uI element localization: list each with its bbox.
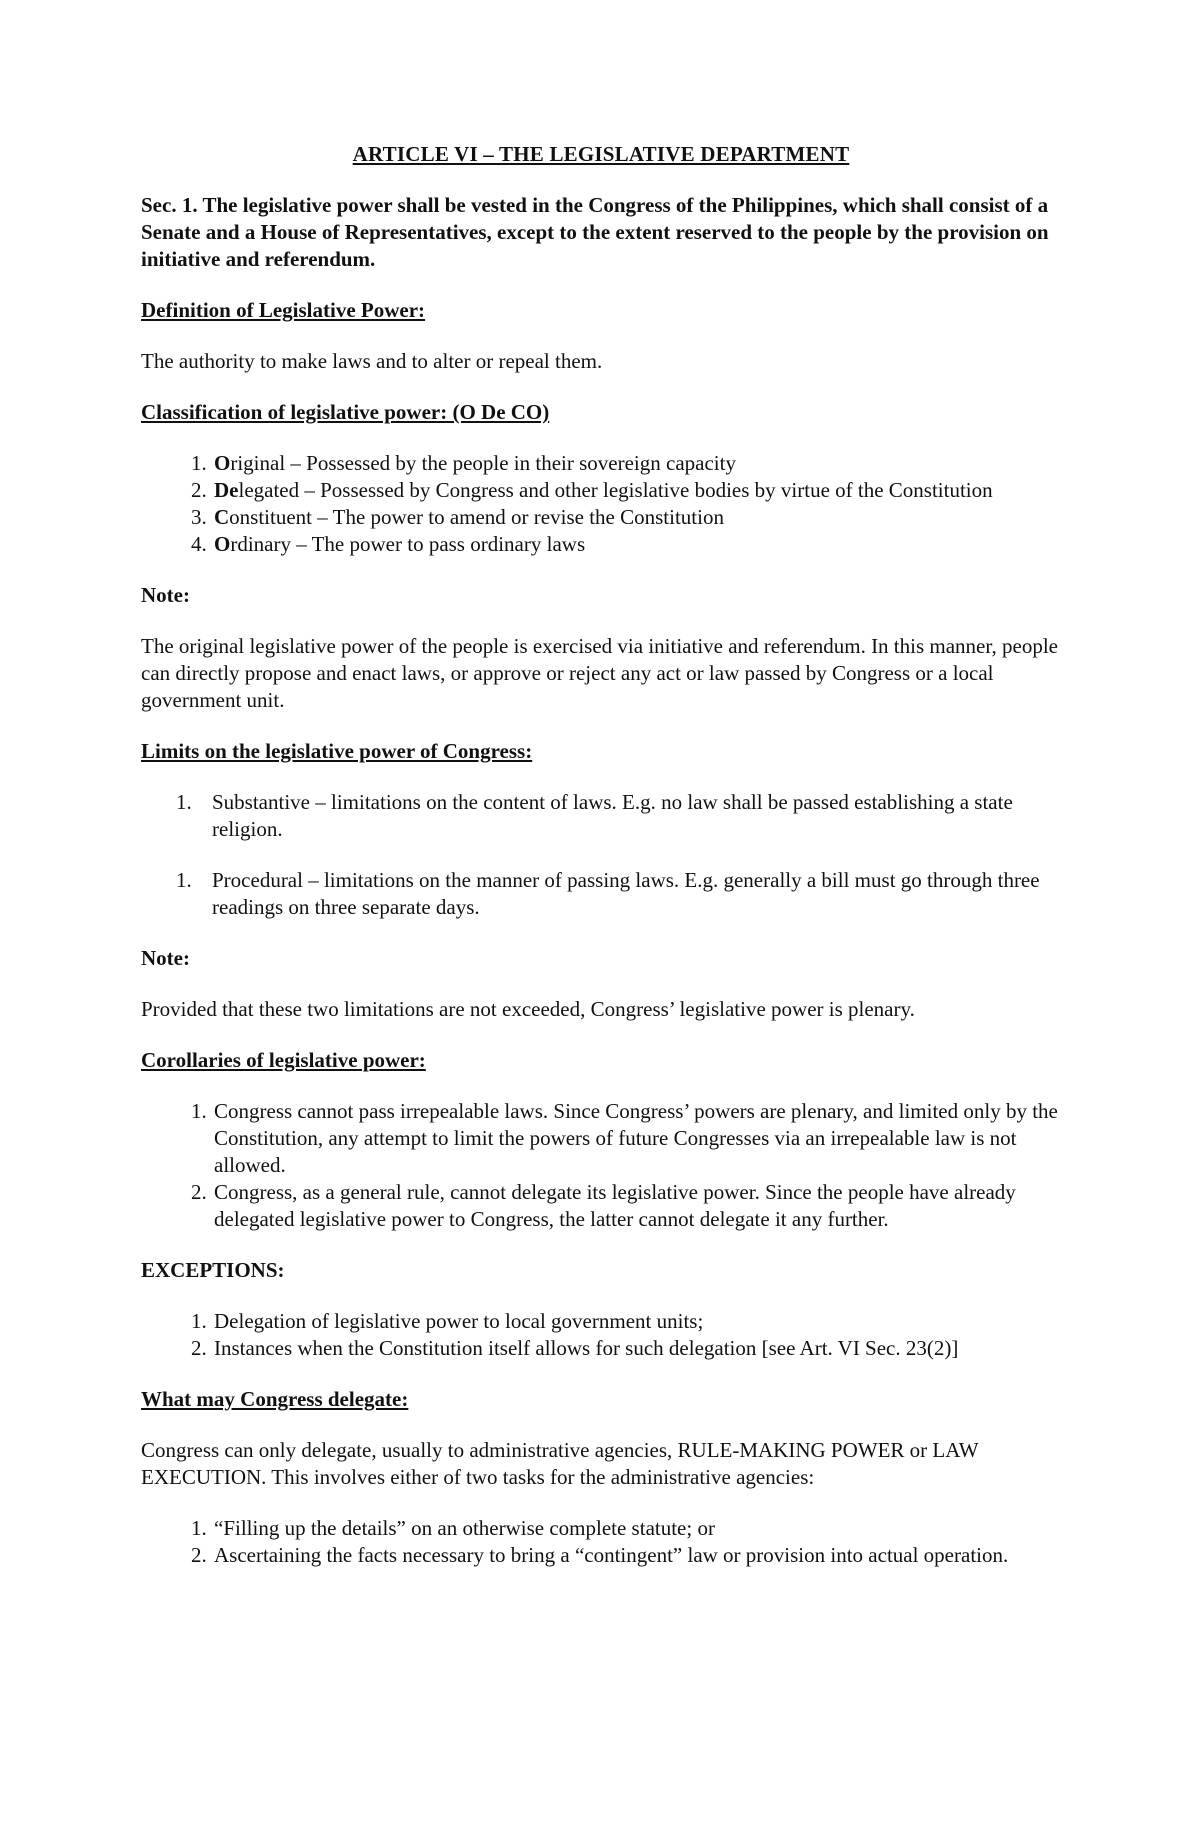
list-item	[176, 789, 1061, 843]
list-item	[176, 867, 1061, 921]
list-item-text: Substantive – limitations on the content of laws. E.g. no law shall be passed establishing a state religion.	[212, 790, 1013, 841]
list-item	[212, 504, 1061, 531]
note-label: Note:	[141, 946, 190, 970]
list-item	[212, 450, 1061, 477]
note-text: Provided that these two limitations are not exceeded, Congress’ legislative power is plenary.	[141, 997, 915, 1021]
list-item: 1. “Filling up the details” on an otherwise complete statute; or	[212, 1515, 1061, 1542]
exceptions-heading: EXCEPTIONS:	[141, 1258, 285, 1282]
list-number: 1.	[176, 868, 192, 892]
list-item	[212, 477, 1061, 504]
exceptions-list	[141, 1308, 1061, 1362]
list-number: 1.	[176, 790, 192, 814]
list-item: 2. Congress, as a general rule, cannot delegate its legislative power. Since the people have already delegated legislative power to Congress, the latter cannot delegate it any further.	[212, 1179, 1061, 1233]
article-title: ARTICLE VI – THE LEGISLATIVE DEPARTMENT	[352, 142, 850, 166]
list-item: 2. Ascertaining the facts necessary to bring a “contingent” law or provision into actual operation.	[212, 1542, 1061, 1569]
list-item: 2. Instances when the Constitution itself allows for such delegation [see Art. VI Sec. 23(2)]	[212, 1335, 1061, 1362]
classification-heading: Classification of legislative power: (O De CO)	[141, 400, 550, 424]
term-rest: rdinary – The power to pass ordinary laws	[230, 532, 586, 556]
delegate-list	[141, 1515, 1061, 1569]
corollaries-heading: Corollaries of legislative power:	[141, 1048, 426, 1072]
term-rest: legated – Possessed by Congress and other legislative bodies by virtue of the Constitution	[238, 478, 993, 502]
term-initial: C	[214, 505, 230, 529]
note-text: The original legislative power of the people is exercised via initiative and referendum. In this manner, people can directly propose and enact laws, or approve or reject any act or law passed by Congress or a local government unit.	[141, 634, 1059, 712]
term-rest: riginal – Possessed by the people in their sovereign capacity	[230, 451, 736, 475]
list-item-text: Procedural – limitations on the manner of passing laws. E.g. generally a bill must go through three readings on three separate days.	[212, 868, 1040, 919]
corollaries-list	[141, 1098, 1061, 1233]
limits-heading: Limits on the legislative power of Congress:	[141, 739, 533, 763]
definition-heading: Definition of Legislative Power:	[141, 298, 426, 322]
delegate-text: Congress can only delegate, usually to administrative agencies, RULE-MAKING POWER or LAW EXECUTION. This involves either of two tasks for the administrative agencies:	[141, 1438, 979, 1489]
term-initial: O	[214, 451, 231, 475]
note-label: Note:	[141, 583, 190, 607]
term-initial: O	[214, 532, 231, 556]
list-item	[212, 531, 1061, 558]
document-body	[141, 141, 1061, 1593]
term-initial: De	[214, 478, 239, 502]
limits-list	[141, 789, 1061, 921]
list-item: 1. Delegation of legislative power to local government units;	[212, 1308, 1061, 1335]
classification-list	[141, 450, 1061, 558]
delegate-heading: What may Congress delegate:	[141, 1387, 409, 1411]
definition-text: The authority to make laws and to alter or repeal them.	[141, 349, 603, 373]
term-rest: onstituent – The power to amend or revise the Constitution	[229, 505, 724, 529]
section-1-text: Sec. 1. The legislative power shall be vested in the Congress of the Philippines, which shall consist of a Senate and a House of Representatives, except to the extent reserved to the people by the provision on initiative and referendum.	[141, 193, 1049, 271]
list-item: 1. Congress cannot pass irrepealable laws. Since Congress’ powers are plenary, and limited only by the Constitution, any attempt to limit the powers of future Congresses via an irrepealable law is not allowed.	[212, 1098, 1061, 1179]
